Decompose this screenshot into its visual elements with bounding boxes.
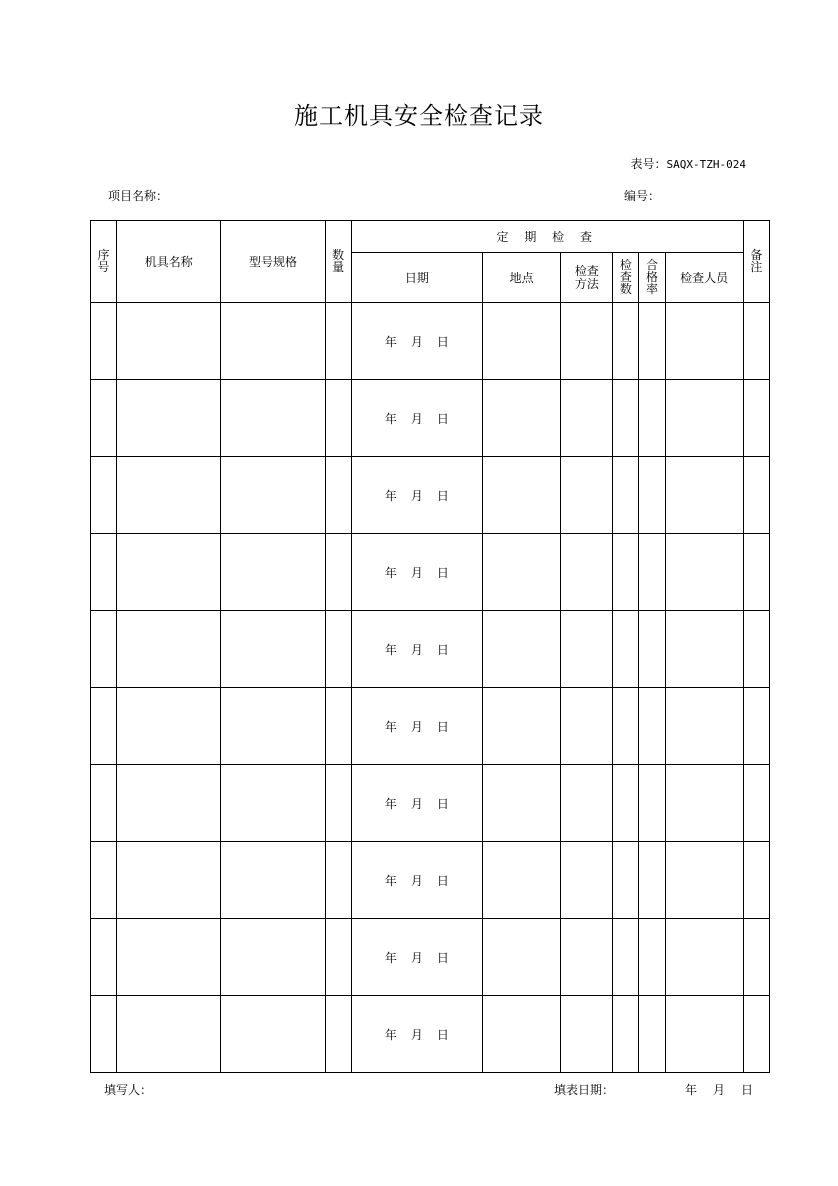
- pass-rate-cell[interactable]: [639, 303, 665, 380]
- machine-name-cell[interactable]: [117, 919, 221, 996]
- pass-rate-cell[interactable]: [639, 457, 665, 534]
- table-row: [91, 303, 770, 380]
- model-spec-cell[interactable]: [221, 919, 325, 996]
- date-cell[interactable]: [351, 996, 482, 1073]
- date-cell[interactable]: [351, 534, 482, 611]
- location-cell[interactable]: [483, 380, 561, 457]
- date-year-label: 年: [384, 488, 397, 503]
- machine-name-cell[interactable]: [117, 765, 221, 842]
- model-spec-cell[interactable]: [221, 380, 325, 457]
- remarks-cell[interactable]: [743, 688, 769, 765]
- model-spec-cell[interactable]: [221, 457, 325, 534]
- filler-label: 填写人：: [104, 1083, 153, 1097]
- table-row: [91, 534, 770, 611]
- index-cell[interactable]: [91, 842, 117, 919]
- method-cell[interactable]: [561, 534, 613, 611]
- date-day-label: 日: [436, 796, 449, 811]
- quantity-cell[interactable]: [325, 303, 351, 380]
- remarks-cell[interactable]: [743, 534, 769, 611]
- machine-name-cell[interactable]: [117, 611, 221, 688]
- date-month-label: 月: [410, 565, 423, 580]
- pass-rate-cell[interactable]: [639, 996, 665, 1073]
- quantity-cell[interactable]: [325, 534, 351, 611]
- date-month-label: 月: [410, 950, 423, 965]
- inspector-cell[interactable]: [665, 303, 743, 380]
- inspector-cell[interactable]: [665, 380, 743, 457]
- location-cell[interactable]: [483, 534, 561, 611]
- inspector-cell[interactable]: [665, 765, 743, 842]
- form-number: [631, 155, 747, 172]
- method-cell[interactable]: [561, 380, 613, 457]
- check-count-cell[interactable]: [613, 688, 639, 765]
- fill-date-value: [685, 1081, 753, 1098]
- machine-name-cell[interactable]: [117, 303, 221, 380]
- pass-rate-cell[interactable]: [639, 842, 665, 919]
- date-cell[interactable]: [351, 611, 482, 688]
- machine-name-cell[interactable]: [117, 380, 221, 457]
- pass-rate-cell[interactable]: [639, 765, 665, 842]
- pass-rate-cell[interactable]: [639, 919, 665, 996]
- remarks-cell[interactable]: [743, 457, 769, 534]
- quantity-cell[interactable]: [325, 457, 351, 534]
- model-spec-cell[interactable]: [221, 996, 325, 1073]
- date-month-label: 月: [410, 642, 423, 657]
- check-count-cell[interactable]: [613, 611, 639, 688]
- page-title: 施工机具安全检查记录: [294, 102, 544, 130]
- form-number-code: SAQX-TZH-024: [666, 158, 746, 171]
- inspector-cell[interactable]: [665, 996, 743, 1073]
- check-count-cell[interactable]: [613, 303, 639, 380]
- inspector-cell[interactable]: [665, 457, 743, 534]
- quantity-cell[interactable]: [325, 842, 351, 919]
- model-spec-cell[interactable]: [221, 688, 325, 765]
- location-cell[interactable]: [483, 688, 561, 765]
- check-count-cell[interactable]: [613, 919, 639, 996]
- inspector-cell[interactable]: [665, 534, 743, 611]
- method-cell[interactable]: [561, 842, 613, 919]
- pass-rate-cell[interactable]: [639, 611, 665, 688]
- check-count-cell[interactable]: [613, 996, 639, 1073]
- header-pass-rate: 合格率: [639, 253, 665, 303]
- date-month-label: 月: [410, 873, 423, 888]
- remarks-cell[interactable]: [743, 765, 769, 842]
- header-check-count: 检查数: [613, 253, 639, 303]
- date-year-label: 年: [384, 796, 397, 811]
- date-day-label: 日: [436, 565, 449, 580]
- location-cell[interactable]: [483, 457, 561, 534]
- check-count-cell[interactable]: [613, 842, 639, 919]
- remarks-cell[interactable]: [743, 919, 769, 996]
- date-day-label: 日: [436, 1027, 449, 1042]
- check-count-cell[interactable]: [613, 457, 639, 534]
- location-cell[interactable]: [483, 611, 561, 688]
- pass-rate-cell[interactable]: [639, 380, 665, 457]
- machine-name-cell[interactable]: [117, 534, 221, 611]
- location-cell[interactable]: [483, 303, 561, 380]
- date-day-label: 日: [436, 642, 449, 657]
- date-day-label: 日: [436, 334, 449, 349]
- table-row: [91, 688, 770, 765]
- date-month-label: 月: [410, 1027, 423, 1042]
- quantity-cell[interactable]: [325, 688, 351, 765]
- model-spec-cell[interactable]: [221, 842, 325, 919]
- table-row: [91, 457, 770, 534]
- header-machine-name: 机具名称: [117, 221, 221, 303]
- location-cell[interactable]: [483, 996, 561, 1073]
- date-cell[interactable]: [351, 919, 482, 996]
- date-year-label: 年: [384, 719, 397, 734]
- date-month-label: 月: [410, 334, 423, 349]
- model-spec-cell[interactable]: [221, 611, 325, 688]
- date-day-label: 日: [436, 873, 449, 888]
- check-count-cell[interactable]: [613, 380, 639, 457]
- index-cell[interactable]: [91, 303, 117, 380]
- check-count-cell[interactable]: [613, 534, 639, 611]
- table-row: [91, 996, 770, 1073]
- table-row: [91, 611, 770, 688]
- index-cell[interactable]: [91, 919, 117, 996]
- inspector-cell[interactable]: [665, 611, 743, 688]
- header-quantity: 数量: [325, 221, 351, 303]
- index-cell[interactable]: [91, 688, 117, 765]
- remarks-cell[interactable]: [743, 842, 769, 919]
- date-year-label: 年: [384, 873, 397, 888]
- table-row: [91, 380, 770, 457]
- date-cell[interactable]: [351, 765, 482, 842]
- date-month-label: 月: [410, 719, 423, 734]
- date-day-label: 日: [436, 488, 449, 503]
- index-cell[interactable]: [91, 996, 117, 1073]
- method-cell[interactable]: [561, 457, 613, 534]
- date-month-label: 月: [410, 411, 423, 426]
- model-spec-cell[interactable]: [221, 534, 325, 611]
- header-location: 地点: [483, 253, 561, 303]
- table-row: [91, 919, 770, 996]
- header-model-spec: 型号规格: [221, 221, 325, 303]
- date-cell[interactable]: [351, 303, 482, 380]
- machine-name-cell[interactable]: [117, 842, 221, 919]
- header-index: 序号: [91, 221, 117, 303]
- check-count-cell[interactable]: [613, 765, 639, 842]
- date-day-label: 日: [436, 411, 449, 426]
- header-method: 检查 方法: [561, 253, 613, 303]
- model-spec-cell[interactable]: [221, 303, 325, 380]
- index-cell[interactable]: [91, 765, 117, 842]
- date-year-label: 年: [384, 642, 397, 657]
- model-spec-cell[interactable]: [221, 765, 325, 842]
- date-year-label: 年: [384, 950, 397, 965]
- machine-name-cell[interactable]: [117, 688, 221, 765]
- inspector-cell[interactable]: [665, 688, 743, 765]
- date-cell[interactable]: [351, 842, 482, 919]
- header-remarks: 备注: [743, 221, 769, 303]
- index-cell[interactable]: [91, 611, 117, 688]
- fill-date-month: 月: [713, 1083, 726, 1097]
- machine-name-cell[interactable]: [117, 996, 221, 1073]
- method-cell[interactable]: [561, 688, 613, 765]
- machine-name-cell[interactable]: [117, 457, 221, 534]
- header-date: 日期: [351, 253, 482, 303]
- table-row: [91, 765, 770, 842]
- inspection-table: [90, 220, 770, 1073]
- inspector-cell[interactable]: [665, 842, 743, 919]
- header-row-1: [91, 221, 770, 253]
- method-cell[interactable]: [561, 919, 613, 996]
- remarks-cell[interactable]: [743, 996, 769, 1073]
- date-year-label: 年: [384, 565, 397, 580]
- date-cell[interactable]: [351, 688, 482, 765]
- date-month-label: 月: [410, 796, 423, 811]
- inspector-cell[interactable]: [665, 919, 743, 996]
- method-cell[interactable]: [561, 611, 613, 688]
- quantity-cell[interactable]: [325, 996, 351, 1073]
- date-day-label: 日: [436, 719, 449, 734]
- date-year-label: 年: [384, 334, 397, 349]
- date-cell[interactable]: [351, 380, 482, 457]
- remarks-cell[interactable]: [743, 303, 769, 380]
- project-name-label: 项目名称：: [108, 189, 169, 203]
- index-cell[interactable]: [91, 457, 117, 534]
- form-number-label: 表号：: [630, 157, 667, 171]
- index-cell[interactable]: [91, 380, 117, 457]
- quantity-cell[interactable]: [325, 765, 351, 842]
- fill-date-day: 日: [741, 1083, 754, 1097]
- date-year-label: 年: [384, 411, 397, 426]
- pass-rate-cell[interactable]: [639, 534, 665, 611]
- pass-rate-cell[interactable]: [639, 688, 665, 765]
- table-row: [91, 842, 770, 919]
- fill-date-year: 年: [685, 1083, 698, 1097]
- location-cell[interactable]: [483, 919, 561, 996]
- date-month-label: 月: [410, 488, 423, 503]
- remarks-cell[interactable]: [743, 611, 769, 688]
- fill-date-label: 填表日期：: [554, 1083, 615, 1097]
- location-cell[interactable]: [483, 842, 561, 919]
- date-year-label: 年: [384, 1027, 397, 1042]
- quantity-cell[interactable]: [325, 380, 351, 457]
- method-cell[interactable]: [561, 765, 613, 842]
- quantity-cell[interactable]: [325, 611, 351, 688]
- location-cell[interactable]: [483, 765, 561, 842]
- index-cell[interactable]: [91, 534, 117, 611]
- date-cell[interactable]: [351, 457, 482, 534]
- quantity-cell[interactable]: [325, 919, 351, 996]
- method-cell[interactable]: [561, 996, 613, 1073]
- header-periodic-check: 定 期 检 查: [351, 221, 743, 253]
- remarks-cell[interactable]: [743, 380, 769, 457]
- serial-number-label: 编号：: [624, 189, 661, 203]
- method-cell[interactable]: [561, 303, 613, 380]
- date-day-label: 日: [436, 950, 449, 965]
- header-inspector: 检查人员: [665, 253, 743, 303]
